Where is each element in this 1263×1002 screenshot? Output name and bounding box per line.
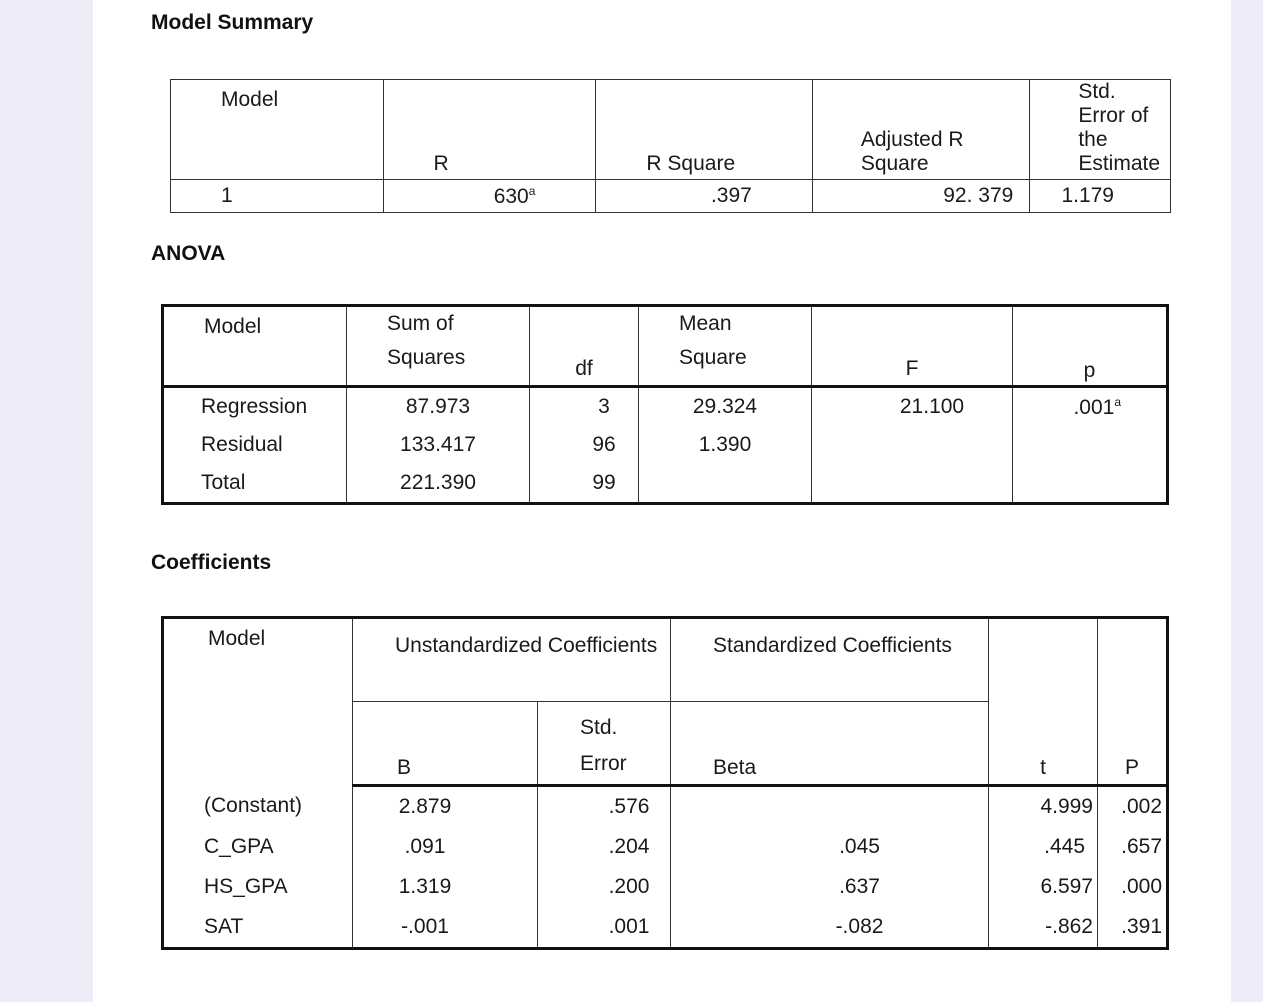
header-r: R	[383, 80, 596, 180]
cell-t: -.862	[989, 907, 1098, 949]
table-row	[163, 464, 1168, 504]
cell-r-value: 630	[493, 184, 529, 208]
cell-df: 3	[530, 387, 639, 427]
cell-f	[812, 464, 1013, 504]
header-f: F	[812, 306, 1013, 387]
header-b: B	[353, 702, 538, 786]
cell-std-error: .576	[538, 786, 671, 828]
cell-ss: 87.973	[347, 387, 530, 427]
table-row	[163, 867, 1168, 907]
cell-p	[1013, 464, 1168, 504]
anova-title: ANOVA	[151, 242, 226, 265]
footnote-marker: a	[528, 183, 536, 198]
table-row	[163, 907, 1168, 949]
cell-p: .657	[1098, 827, 1168, 867]
cell-model: 1	[171, 180, 384, 213]
cell-p	[1013, 426, 1168, 464]
header-model: Model	[163, 306, 347, 387]
table-row	[163, 786, 1168, 828]
cell-ms: 1.390	[639, 426, 812, 464]
cell-t: 4.999	[989, 786, 1098, 828]
header-r-square: R Square	[596, 80, 812, 180]
header-p: p	[1013, 306, 1168, 387]
header-adjusted-r-square: Adjusted R Square	[812, 80, 1030, 180]
header-model: Model	[171, 80, 384, 180]
row-label: Residual	[163, 426, 347, 464]
cell-p: .391	[1098, 907, 1168, 949]
cell-b: .091	[353, 827, 538, 867]
cell-df: 99	[530, 464, 639, 504]
header-beta: Beta	[671, 702, 989, 786]
cell-t: .445	[989, 827, 1098, 867]
header-p: P	[1098, 618, 1168, 786]
cell-ss: 221.390	[347, 464, 530, 504]
cell-b: -.001	[353, 907, 538, 949]
table-header-row	[171, 80, 1171, 180]
cell-f	[812, 426, 1013, 464]
cell-b: 1.319	[353, 867, 538, 907]
header-std-error: Std. Error of the Estimate	[1030, 80, 1171, 180]
footnote-marker: a	[1114, 394, 1121, 409]
coefficients-title: Coefficients	[151, 551, 272, 574]
model-summary-table	[170, 79, 1171, 213]
header-model: Model	[163, 618, 353, 786]
table-row	[171, 180, 1171, 213]
cell-ss: 133.417	[347, 426, 530, 464]
cell-adjusted-r-square: 92. 379	[812, 180, 1030, 213]
row-label: SAT	[163, 907, 353, 949]
table-header-row	[163, 306, 1168, 387]
cell-r-square: .397	[596, 180, 812, 213]
cell-beta: .045	[671, 827, 989, 867]
cell-beta: .637	[671, 867, 989, 907]
cell-std-error: .200	[538, 867, 671, 907]
header-standardized: Standardized Coefficients	[671, 618, 989, 702]
header-sum-of-squares: Sum of Squares	[347, 306, 530, 387]
cell-p-value: .001	[1073, 395, 1115, 419]
cell-beta: -.082	[671, 907, 989, 949]
cell-f: 21.100	[812, 387, 1013, 427]
cell-beta	[671, 786, 989, 828]
cell-r	[383, 180, 596, 213]
header-t: t	[989, 618, 1098, 786]
row-label: (Constant)	[163, 786, 353, 828]
header-df: df	[530, 306, 639, 387]
table-row	[163, 426, 1168, 464]
cell-ms	[639, 464, 812, 504]
cell-std-error: 1.179	[1030, 180, 1171, 213]
table-row	[163, 827, 1168, 867]
cell-p	[1013, 387, 1168, 427]
row-label: Total	[163, 464, 347, 504]
anova-table	[161, 304, 1169, 505]
cell-b: 2.879	[353, 786, 538, 828]
coefficients-table	[161, 616, 1169, 950]
header-mean-square: Mean Square	[639, 306, 812, 387]
row-label: HS_GPA	[163, 867, 353, 907]
cell-std-error: .001	[538, 907, 671, 949]
cell-p: .000	[1098, 867, 1168, 907]
row-label: C_GPA	[163, 827, 353, 867]
table-header-row	[163, 618, 1168, 702]
document-page	[93, 0, 1231, 1002]
cell-std-error: .204	[538, 827, 671, 867]
cell-ms: 29.324	[639, 387, 812, 427]
model-summary-title: Model Summary	[151, 11, 314, 34]
header-unstandardized: Unstandardized Coefficients	[353, 618, 671, 702]
header-std-error: Std. Error	[538, 702, 671, 786]
table-row	[163, 387, 1168, 427]
cell-df: 96	[530, 426, 639, 464]
cell-p: .002	[1098, 786, 1168, 828]
cell-t: 6.597	[989, 867, 1098, 907]
row-label: Regression	[163, 387, 347, 427]
